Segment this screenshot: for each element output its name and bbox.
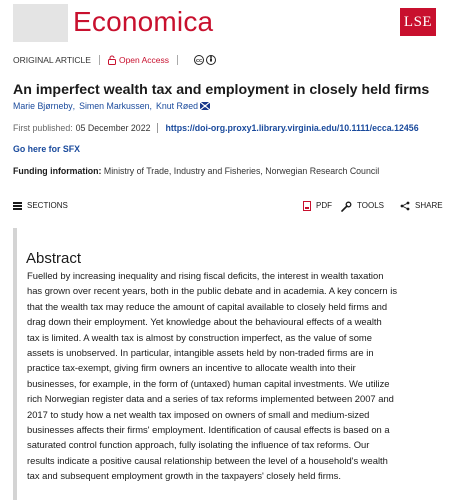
open-lock-icon (108, 55, 116, 65)
pdf-icon (303, 201, 311, 211)
abstract-line: has grown over recent years, both in the public debate and in academia. A key concern is (27, 285, 398, 297)
abstract-line: that the wealth tax may reduce the amount of capital available to closely held firms and (27, 300, 388, 312)
abstract-line: businesses affects their firms' employment. Identification of causal effects is based on a (27, 424, 390, 436)
doi-link[interactable]: https://doi-org.proxy1.library.virginia.edu/10.1111/ecca.12456 (165, 123, 419, 133)
author-link[interactable]: Marie Bjørneby (13, 101, 73, 111)
abstract-line: businesses, for example, in the form of (untaxed) human capital investments. We utilize (27, 377, 390, 389)
attribution-icon (206, 55, 216, 65)
divider (99, 55, 100, 65)
abstract-line: saturated control function approach, fully isolating the influence of tax reforms. Our (27, 439, 370, 451)
share-icon (400, 201, 410, 211)
abstract-line: practice tax-exempt, giving firm owners an incentive to allocate wealth into their (27, 362, 356, 374)
pdf-button[interactable] (303, 199, 332, 213)
author-link[interactable]: Knut Røed (155, 101, 199, 111)
publication-info (13, 122, 419, 134)
abstract-line: assets is unobserved. In particular, intangible assets held by non-traded firms are in (27, 347, 374, 359)
funding-text: Ministry of Trade, Industry and Fisheries, Norwegian Research Council (103, 166, 380, 176)
wrench-icon (341, 201, 352, 212)
tools-label: TOOLS (357, 201, 384, 210)
list-icon (13, 202, 22, 210)
share-label: SHARE (415, 201, 443, 210)
author-list: Marie Bjørneby , Simen Markussen , Knut Røed (13, 100, 210, 112)
abstract-text (27, 268, 439, 484)
article-meta-row (13, 54, 216, 66)
article-title: An imperfect wealth tax and employment in closely held firms (13, 81, 430, 98)
divider (157, 123, 158, 133)
abstract-line: tax and subsequent employment growth in the taxpayers' closely held firms. (27, 470, 341, 482)
journal-title-logo[interactable]: Economica (73, 6, 214, 37)
abstract-line: tax is limited. A wealth tax is almost by construction imperfect, as the value of some (27, 331, 372, 343)
abstract-line: rich Norwegian register data and a series of tax reforms implemented between 2007 and (27, 393, 394, 405)
abstract-line: 2017 to study how a net wealth tax imposed on owners of small and medium-sized (27, 408, 370, 420)
sections-label: SECTIONS (27, 201, 68, 210)
open-access-label: Open Access (118, 55, 170, 65)
divider (177, 55, 178, 65)
journal-cover-thumbnail[interactable] (13, 4, 68, 42)
first-published-date: 05 December 2022 (75, 123, 151, 133)
abstract-line: drag down their employment. Yet knowledge about the behavioural effects of a wealth (27, 316, 382, 328)
first-published-label: First published: (13, 123, 73, 133)
tools-button[interactable] (341, 199, 384, 213)
pdf-label: PDF (316, 201, 332, 210)
author-link[interactable]: Simen Markussen (79, 101, 150, 111)
abstract-line: Fuelled by increasing inequality and rising fiscal deficits, the interest in wealth taxation (27, 270, 384, 281)
lse-logo[interactable]: LSE (400, 8, 436, 36)
license-icons[interactable] (194, 55, 216, 65)
open-access-badge (108, 54, 169, 66)
share-button[interactable] (400, 199, 443, 213)
creative-commons-icon: cc (194, 55, 204, 65)
funding-information (13, 165, 379, 177)
journal-header (0, 0, 452, 44)
funding-label: Funding information: (13, 166, 102, 176)
article-toolbar (13, 199, 443, 213)
sfx-link[interactable]: Go here for SFX (13, 144, 80, 154)
email-icon[interactable] (200, 102, 210, 110)
abstract-line: results indicate a positive causal relationship between the level of a household's wealth (27, 454, 388, 466)
abstract-heading: Abstract (26, 250, 82, 268)
sections-button[interactable] (13, 199, 68, 213)
article-type: ORIGINAL ARTICLE (13, 55, 91, 65)
